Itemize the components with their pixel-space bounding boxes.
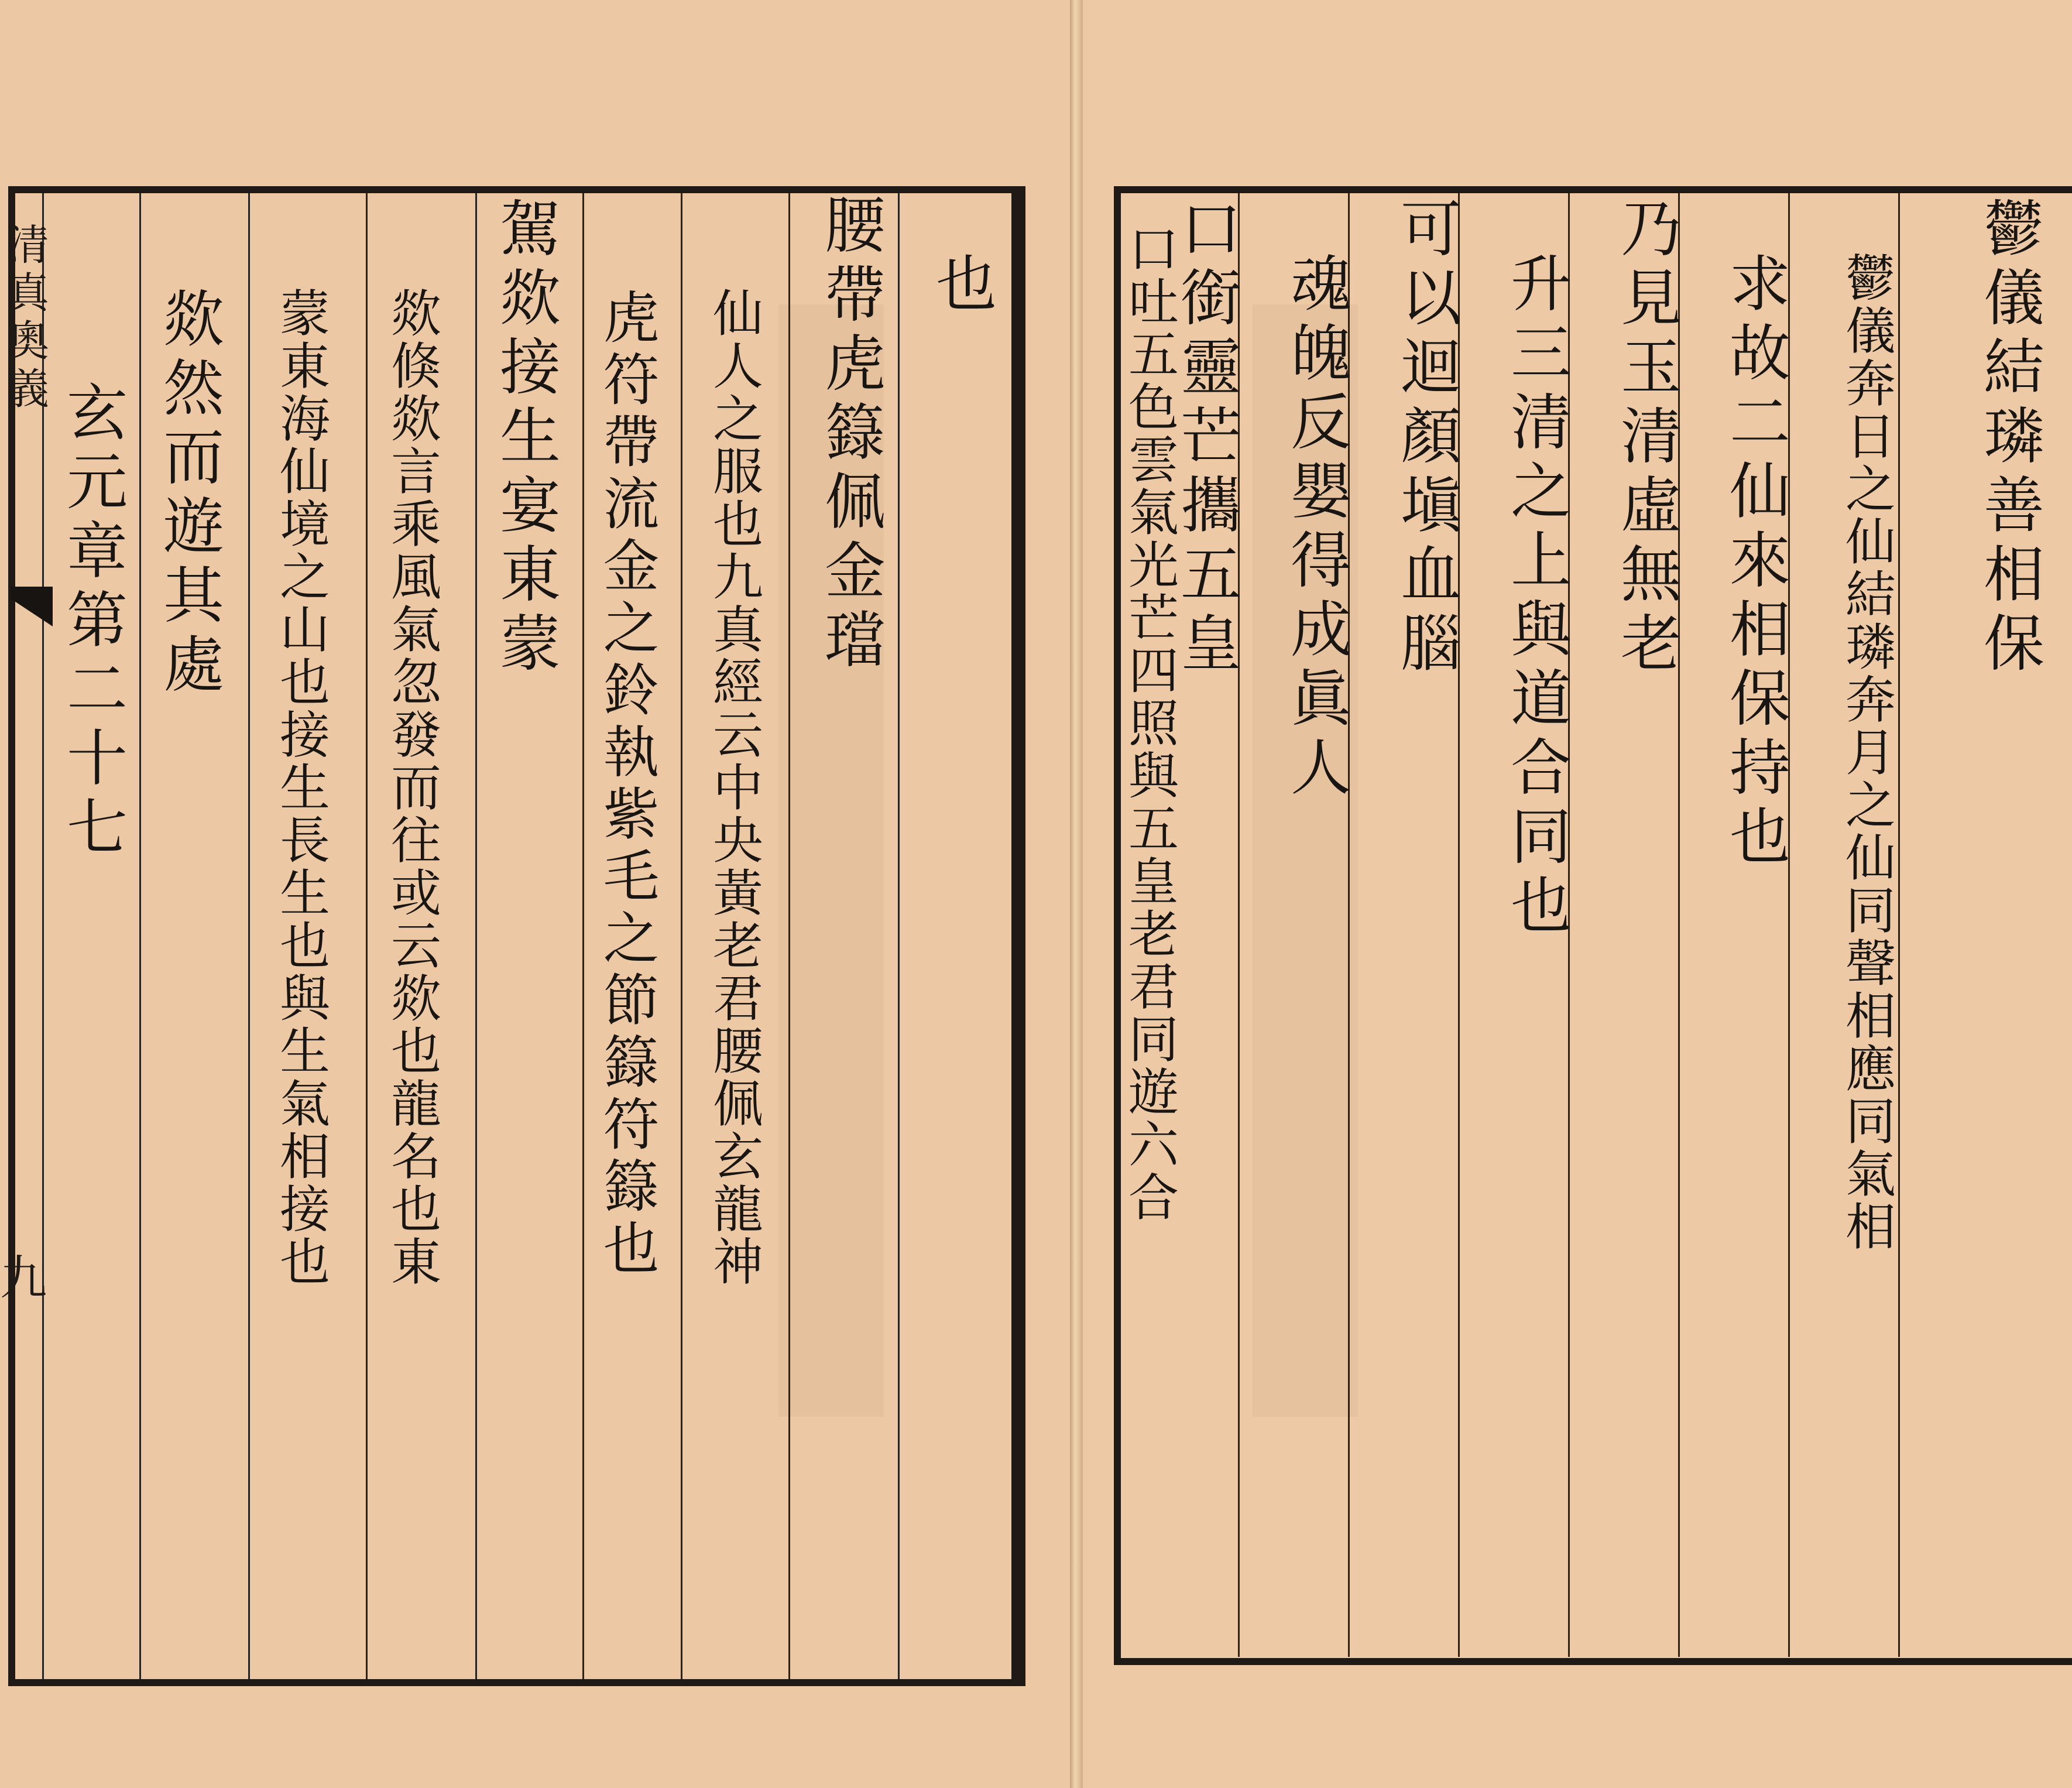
left-rule: [788, 193, 790, 1679]
left-rule: [248, 193, 250, 1679]
right-column-2: 鬱儀奔日之仙結璘奔月之仙同聲相應同氣相: [1837, 252, 1895, 1253]
left-column-8: 欻然而遊其處: [153, 287, 224, 701]
left-heavy-rule: [1011, 193, 1021, 1679]
left-column-2: 腰帶虎籙佩金璫: [814, 193, 886, 677]
right-column-1: 鬱儀結璘善相保: [1973, 197, 2044, 680]
left-column-3: 仙人之服也九真經云中央黃老君腰佩玄龍神: [704, 287, 763, 1288]
left-rule: [681, 193, 682, 1679]
right-page-frame: [1114, 186, 2072, 1665]
right-column-5: 升三清之上與道合同也: [1500, 252, 1572, 943]
right-rule: [1898, 193, 1900, 1657]
right-column-9: 口吐五色雲氣光芒四照與五皇老君同遊六合: [1120, 222, 1178, 1224]
left-rule: [42, 193, 44, 1679]
left-column-6: 欻倏欻言乘風氣忽發而往或云欻也龍名也東: [382, 287, 441, 1288]
left-rule: [475, 193, 477, 1679]
left-column-9: 玄元章第二十七: [56, 381, 128, 864]
right-column-7: 魂魄反嬰得成眞人: [1280, 252, 1351, 804]
left-rule: [139, 193, 141, 1679]
left-column-1: 也: [925, 252, 997, 321]
right-column-8: 口銜靈芒攜五皇: [1170, 197, 1241, 680]
left-column-5: 駕欻接生宴東蒙: [489, 197, 561, 680]
page-number: 九: [0, 1251, 47, 1305]
right-column-4: 乃見玉清虛無老: [1610, 197, 1682, 680]
margin-title: 清真奧義: [0, 222, 49, 415]
book-gutter: [1070, 0, 1083, 1788]
right-column-6: 可以迴顏塡血腦: [1390, 197, 1462, 680]
left-rule: [898, 193, 900, 1679]
left-column-7: 蒙東海仙境之山也接生長生也與生氣相接也: [271, 287, 330, 1288]
left-column-4: 虎符帶流金之鈴執紫毛之節籙符籙也: [594, 288, 660, 1281]
right-column-3: 求故二仙來相保持也: [1719, 252, 1790, 874]
left-rule: [366, 193, 368, 1679]
left-rule: [582, 193, 584, 1679]
